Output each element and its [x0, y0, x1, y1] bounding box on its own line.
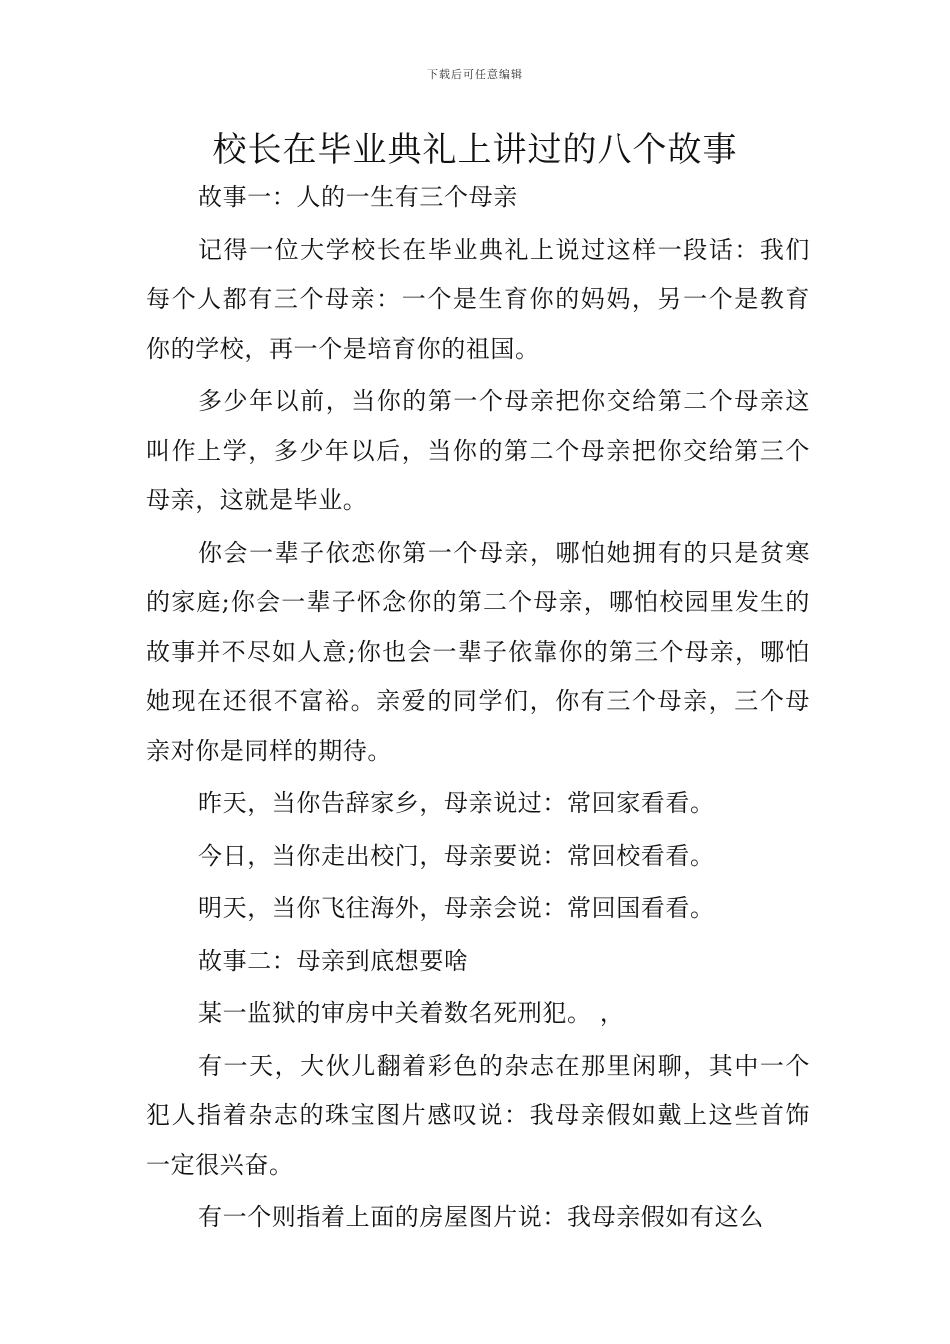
body-paragraph: 有一个则指着上面的房屋图片说：我母亲假如有这么	[198, 1203, 764, 1231]
body-paragraph: 记得一位大学校长在毕业典礼上说过这样一段话：我们每个人都有三个母亲：一个是生育你的妈妈，另一个是教育你的学校，再一个是培育你的祖国。	[146, 235, 810, 363]
document-body	[146, 173, 810, 1246]
document-title: 校长在毕业典礼上讲过的八个故事	[212, 130, 738, 170]
body-paragraph: 明天，当你飞往海外，母亲会说：常回国看看。	[198, 894, 715, 922]
body-paragraph: 有一天，大伙儿翻着彩色的杂志在那里闲聊，其中一个犯人指着杂志的珠宝图片感叹说：我母亲假如戴上这些首饰一定很兴奋。	[146, 1051, 810, 1179]
body-paragraph: 今日，当你走出校门，母亲要说：常回校看看。	[198, 841, 715, 870]
body-paragraph: 你会一辈子依恋你第一个母亲，哪怕她拥有的只是贫寒的家庭;你会一辈子怀念你的第二个母亲，哪怕校园里发生的故事并不尽如人意;你也会一辈子依靠你的第三个母亲，哪怕她现在还很不富裕。亲爱的同学们，你有三个母亲，三个母亲对你是同样的期待。	[146, 538, 810, 765]
body-paragraph: 某一监狱的审房中关着数名死刑犯。 ，	[198, 999, 625, 1027]
body-paragraph: 多少年以前，当你的第一个母亲把你交给第二个母亲这叫作上学，多少年以后，当你的第二个母亲把你交给第三个母亲，这就是毕业。	[146, 387, 810, 514]
body-paragraph: 昨天，当你告辞家乡，母亲说过：常回家看看。	[198, 789, 715, 817]
story-heading: 故事二：母亲到底想要啥	[198, 946, 469, 975]
page-header-note: 下载后可任意编辑	[427, 68, 523, 81]
story-heading: 故事一：人的一生有三个母亲	[198, 183, 518, 211]
